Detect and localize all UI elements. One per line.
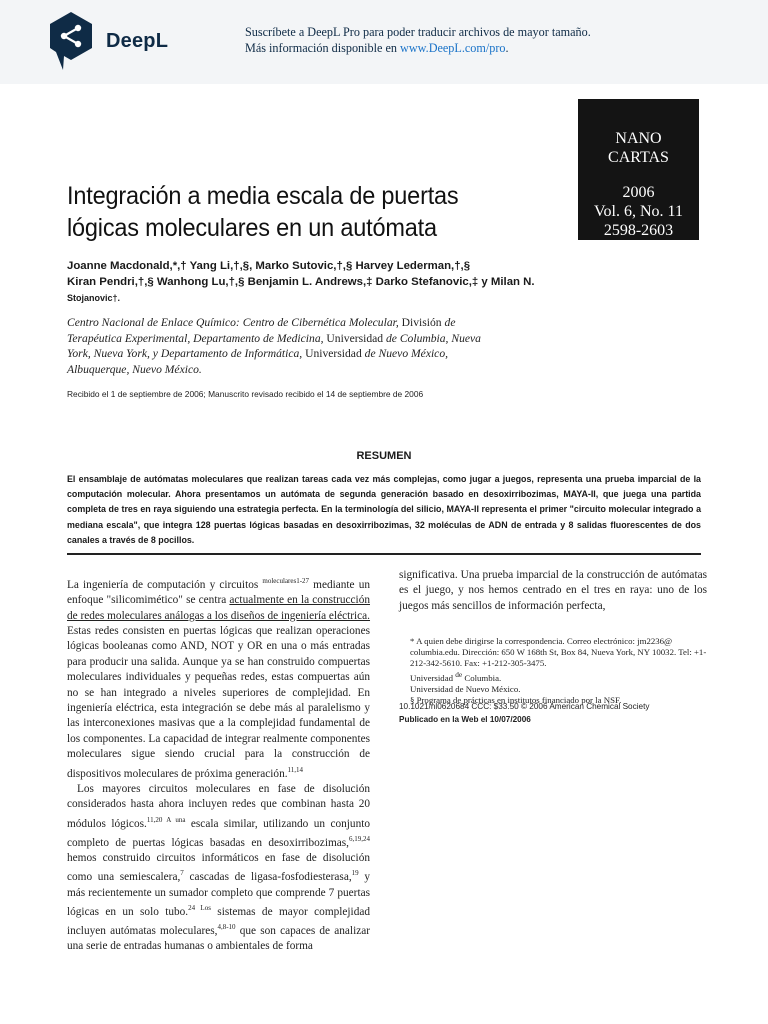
deepl-pro-link[interactable]: www.DeepL.com/pro: [400, 41, 506, 55]
text-run: La ingeniería de computación y circuitos: [67, 578, 263, 591]
affil-part: Universidad: [302, 347, 365, 360]
received-dates: Recibido el 1 de septiembre de 2006; Manuscrito revisado recibido el 14 de septiembre de 2006: [67, 389, 424, 399]
deepl-logo-icon: [46, 10, 96, 72]
journal-year: 2006: [622, 184, 655, 201]
section-divider: [67, 553, 701, 555]
text-run: que son capaces de analizar una serie de entradas humanas o ambientales de forma: [67, 924, 370, 953]
text-run: Los mayores circuitos moleculares en fase de disolución considerados hasta ahora incluyen redes que combinan hasta 20 módulos lógicos.: [67, 782, 370, 830]
journal-badge: [578, 99, 699, 240]
deepl-logo-text: DeepL: [106, 29, 169, 52]
body-paragraph-right: significativa. Una prueba imparcial de la construcción de autómatas es el juego, y nos hemos centrado en el tres en raya: uno de los juegos más sencillos de información perfecta,: [399, 569, 707, 612]
text-run: Columbia.: [462, 672, 502, 683]
doi-line: 10.1021/nl0620684 CCC: $33.50 © 2006 American Chemical Society: [399, 702, 650, 711]
text-run: mediante un enfoque "silicomimético" se centra: [67, 578, 370, 607]
citation: 19: [351, 869, 359, 878]
promo-line-1: Suscríbete a DeepL Pro para poder traducir archivos de mayor tamaño.: [245, 25, 591, 39]
affil-part: División: [398, 316, 445, 329]
citation: 4,8-10: [217, 923, 236, 932]
promo-suffix: .: [505, 41, 509, 55]
body-paragraph-1: [67, 574, 370, 782]
affil-part: de Columbia, Nueva York, Nueva York, y Departamento de Informática,: [67, 331, 481, 360]
promo-prefix: Más información disponible en: [245, 41, 401, 55]
article-title: Integración a media escala de puertas lógicas moleculares en un autómata: [67, 182, 459, 242]
doi-block: [399, 700, 709, 726]
authors-line-2: Kiran Pendri,†,§ Wanhong Lu,†,§ Benjamin L. Andrews,‡ Darko Stefanovic,‡ y Milan N.: [67, 276, 535, 288]
footnote-columbia: [399, 669, 707, 684]
journal-name-1: NANO: [615, 130, 662, 147]
body-left-column: [67, 574, 370, 955]
citation: moleculares1-27: [262, 577, 310, 585]
affil-part: de Terapéutica Experimental, Departamento de Medicina,: [67, 316, 456, 345]
text-run: escala similar, utilizando un conjunto completo de puertas lógicas basadas en desoxirribozimas,: [67, 817, 371, 849]
citation: 6,19,24: [349, 834, 370, 843]
journal-pages: 2598-2603: [603, 222, 674, 239]
abstract-heading: RESUMEN: [356, 450, 412, 462]
superscript: de: [455, 670, 463, 679]
body-right-column: [399, 568, 707, 614]
text-run: cascadas de ligasa-fosfodiesterasa,: [183, 871, 352, 884]
deepl-promo-banner: [0, 0, 768, 84]
affil-part: Centro Nacional de Enlace Químico: Centro de Cibernética Molecular,: [67, 316, 399, 329]
journal-volume: Vol. 6, No. 11: [594, 203, 683, 220]
affiliations: [67, 315, 507, 377]
journal-name-2: CARTAS: [608, 149, 669, 166]
footnote-correspondence: * A quien debe dirigirse la correspondencia. Correo electrónico: jm2236@ columbia.edu. Dirección: 650 W 168th St, Box 84, Nueva York, NY 10032. Tel: +1-212-342-5610. Fax: +1-212-305-3475.: [410, 636, 707, 668]
text-run: hemos construido circuitos informáticos en fase de disolución como una semiescalera,: [67, 851, 370, 884]
abstract-text: El ensamblaje de autómatas moleculares que realizan tareas cada vez más complejas, como jugar a juegos, representa una prueba imparcial de la computación molecular. Ahora presentamos un autómata de segunda generación basado en desoxirribozimas, MAYA-II, que juega una partida completa de tres en raya siguiendo una estrategia perfecta. En la terminología del silicio, MAYA-II representa el primer "circuito molecular integrado a mediana escala", que integra 128 puertas lógicas basadas en desoxirribozimas, 32 moléculas de ADN de entrada y 8 salidas fluorescentes de dos canales a través de 8 pocillos.: [67, 474, 701, 545]
affil-part: Universidad: [323, 331, 386, 345]
text-run: sistemas de mayor complejidad incluyen autómatas moleculares,: [67, 905, 371, 937]
author-list: [67, 258, 537, 306]
footnote-unm: Universidad de Nuevo México.: [410, 683, 521, 694]
affil-part: de Nuevo México, Albuquerque, Nuevo México.: [67, 347, 449, 376]
authors-line-3: Stojanovic†.: [67, 293, 121, 303]
text-run: y más recientemente un sumador completo que comprende 7 puertas lógicas en un solo tubo.: [67, 871, 370, 918]
underlined-text: actualmente en la construcción de redes moleculares análogas a los diseños de ingeniería eléctrica.: [67, 594, 371, 622]
footnote-nsf: § Programa de prácticas en institutos financiado por la NSF.: [410, 694, 622, 705]
text-run: Universidad: [410, 672, 456, 683]
authors-line-1: Joanne Macdonald,*,† Yang Li,†,§, Marko Sutovic,†,§ Harvey Lederman,†,§: [67, 260, 471, 272]
promo-line-2: [245, 40, 591, 56]
footnotes: [399, 636, 707, 706]
body-paragraph-2: [67, 782, 370, 955]
citation: 11,20 A una: [146, 815, 186, 824]
promo-text: [245, 24, 591, 56]
citation: 7: [180, 869, 184, 878]
citation: 24 Los: [188, 903, 211, 912]
text-run: Estas redes consisten en puertas lógicas que realizan operaciones lógicas booleanas como AND, NOT y OR en una o más entradas para producir una salida. Aunque ya se han construido compuertas moleculares individuales y pequeñas redes, estas compuertas aún no se han integrado a niveles superiores de complejidad. En ingeniería eléctrica, esta integración se debe más al paralelismo y las interconexiones masivas que a la complejidad fundamental de los componentes. La capacidad de integrar realmente componentes moleculares sigue siendo crucial para la construcción de dispositivos moleculares de próxima generación.: [67, 624, 370, 780]
published-line: Publicado en la Web el 10/07/2006: [399, 715, 531, 724]
citation: 11,14: [287, 765, 304, 774]
deepl-logo[interactable]: [46, 10, 168, 72]
